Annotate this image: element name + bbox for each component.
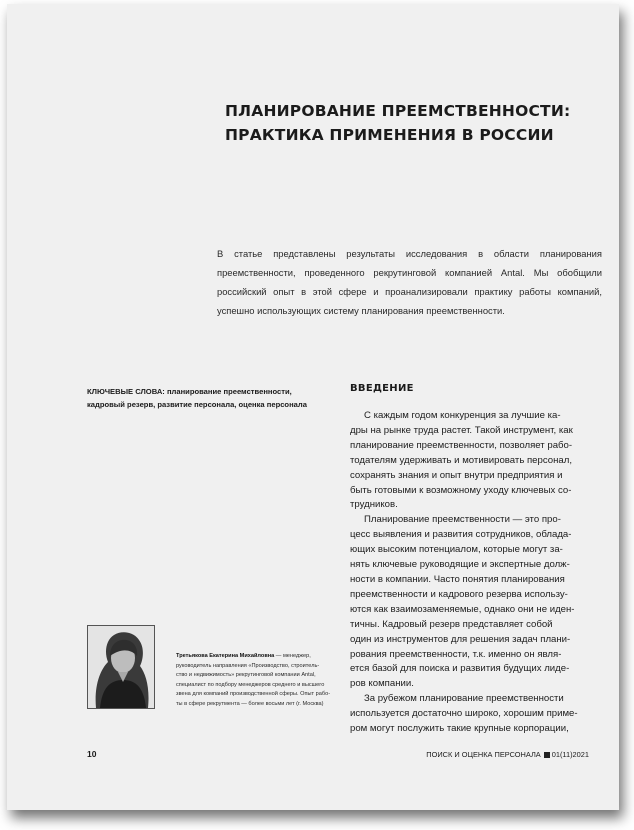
body-line: цесс выявления и развития сотрудников, облада- [350, 529, 572, 541]
journal-page [7, 4, 619, 810]
author-bio-line [176, 652, 336, 662]
author-bio-text: — менеджер, [274, 653, 311, 659]
body-line: ются как взаимозаменяемые, однако они не иден- [350, 603, 575, 615]
body-line: один из инструментов для решения задач плани- [350, 633, 571, 645]
body-line: быть готовыми к возможному уходу ключевых со- [350, 484, 572, 496]
author-bio-line: ство и недвижимость» рекрутинговой компании Antal, [176, 672, 316, 679]
author-bio-line: специалист по подбору менеджеров среднего и высшего [176, 681, 325, 688]
author-bio-line: ты в сфере рекрутмента — более восьми лет (г. Москва) [176, 700, 324, 707]
body-line: рования преемственности, т.к. именно он явля- [350, 648, 562, 660]
article-title-line: ПЛАНИРОВАНИЕ ПРЕЕМСТВЕННОСТИ: [225, 102, 571, 120]
body-line: сохранять знания и опыт внутри предприятия и [350, 469, 563, 481]
keywords: КЛЮЧЕВЫЕ СЛОВА: планирование преемственности, кадровый резерв, развитие персонала, оценка персонала [87, 387, 307, 409]
body-line: ром могут послужить такие крупные корпорации, [350, 723, 569, 735]
author-bio [176, 652, 336, 710]
page-number: 10 [87, 749, 97, 759]
author-portrait-illustration [88, 626, 154, 708]
article-abstract: В статье представлены результаты исследования в области планирования преемственности, проведенного рекрутинговой компанией Antal. Мы обобщили российский опыт в этой сфере и проанализировали практику работы компаний, успешно использующих систему планирования преемственности. [217, 248, 602, 316]
article-title-line: ПРАКТИКА ПРИМЕНЕНИЯ В РОССИИ [225, 126, 554, 144]
body-line: ров компании. [350, 678, 414, 690]
body-line: ющих высоким потенциалом, которые могут за- [350, 544, 563, 556]
body-line: тодателям удерживать и мотивировать персонал, [350, 454, 572, 466]
journal-issue: 01(11)2021 [551, 750, 589, 759]
body-line: используется достаточно широко, хорошим приме- [350, 708, 578, 720]
body-line: трудников. [350, 499, 398, 511]
journal-name: ПОИСК И ОЦЕНКА ПЕРСОНАЛА [426, 750, 541, 759]
body-line: Планирование преемственности — это про- [364, 514, 561, 526]
body-line: С каждым годом конкуренция за лучшие ка- [364, 410, 561, 421]
section-heading: ВВЕДЕНИЕ [350, 383, 414, 394]
author-name: Третьякова Екатерина Михайловна [176, 653, 275, 659]
author-photo [87, 625, 155, 709]
square-separator-icon [544, 752, 550, 758]
body-line: За рубежом планирование преемственности [364, 693, 564, 705]
body-line: преемственности и кадрового резерва использу- [350, 588, 568, 600]
body-line: дры на рынке труда растет. Такой инструмент, как [350, 424, 573, 436]
body-line: тичны. Кадровый резерв представляет собой [350, 618, 553, 630]
body-line: ется базой для поиска и развития будущих лиде- [350, 663, 570, 675]
author-bio-line: звена для компаний производственной сферы. Опыт рабо- [176, 691, 331, 698]
body-line: нять ключевые руководящие и экспертные долж- [350, 559, 570, 571]
journal-footer [426, 750, 589, 759]
article-title [225, 99, 585, 147]
author-bio-line: руководитель направления «Производство, строитель- [176, 662, 320, 669]
body-line: планирование преемственности, позволяет рабо- [350, 439, 573, 451]
body-line: ности в компании. Часто понятия планирования [350, 573, 565, 585]
body-text [350, 409, 586, 737]
